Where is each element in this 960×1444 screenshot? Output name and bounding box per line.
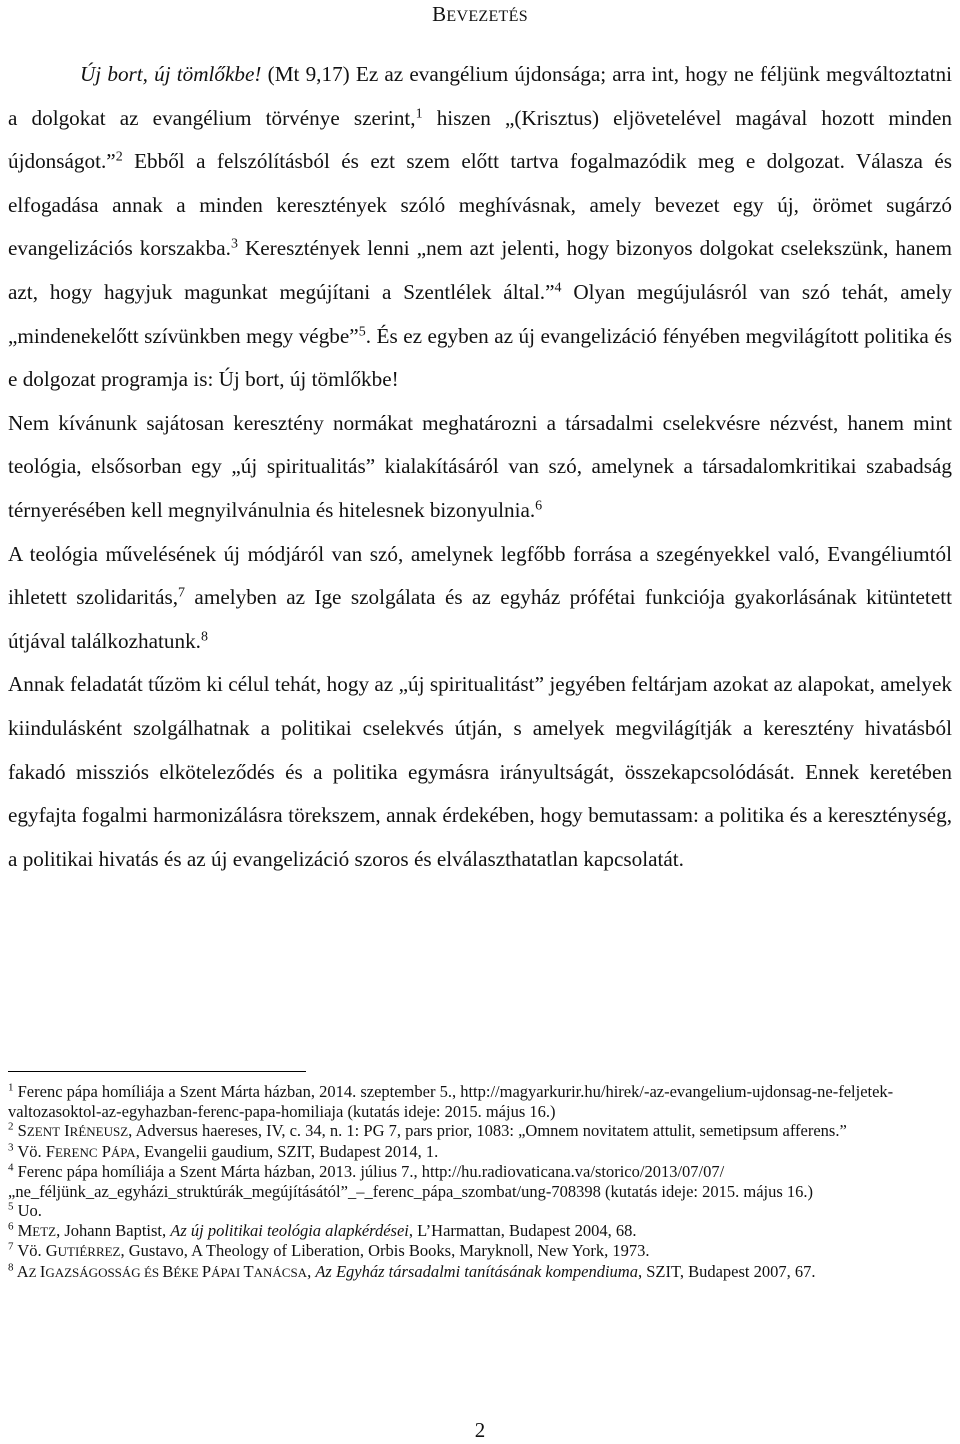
title-rest: EVEZETÉS xyxy=(446,8,528,25)
footnote-1 xyxy=(8,1082,952,1121)
footnote-ref-5[interactable]: 5 xyxy=(358,323,366,339)
footnote-ref-7[interactable]: 7 xyxy=(178,585,186,601)
footnote-ref-2[interactable]: 2 xyxy=(115,149,123,165)
footnote-7 xyxy=(8,1241,952,1262)
footnote-number: 8 xyxy=(8,1260,14,1273)
footnote-ref-3[interactable]: 3 xyxy=(230,236,238,252)
author-initial: S xyxy=(17,1121,27,1140)
footnote-ref-1[interactable]: 1 xyxy=(415,105,423,121)
footnote-text: , L’Harmattan, Budapest 2004, 68. xyxy=(408,1220,637,1240)
footnote-text: Ferenc pápa homíliája a Szent Márta házban, 2014. szeptember 5., http://magyarkurir.hu/hirek/-az-evangelium-ujdonsag-ne-feljetek-valtozasoktol-az-egyhazban-ferenc-papa-homiliaja (kutatás ideje: 2015. május 16.) xyxy=(8,1082,894,1121)
author-smallcaps: ETZ xyxy=(32,1223,57,1239)
p3-text-a: A teológia művelésének új módjáról van szó, amelynek legfőbb forrása a szegényekkel való, Evangéliumtól ihletett szolidaritás, xyxy=(8,541,952,610)
motto-italic: Új bort, új tömlőkbe! xyxy=(80,62,262,86)
footnote-2 xyxy=(8,1121,952,1142)
footnote-separator xyxy=(8,1071,306,1072)
p1-text-d: Keresztények lenni „nem azt jelenti, hogy bizonyos dolgokat cselekszünk, hanem azt, hogy hagyjuk magunkat megújítani a Szentlélek által.” xyxy=(8,236,952,304)
author-smallcaps: ANÁCSA xyxy=(253,1264,308,1280)
footnote-number: 3 xyxy=(8,1140,14,1153)
footnote-8 xyxy=(8,1262,952,1283)
author-initial: I xyxy=(39,1261,46,1281)
paragraph-2 xyxy=(8,402,952,533)
book-title: Az új politikai teológia alapkérdései xyxy=(170,1220,409,1240)
author-initial: A xyxy=(13,1261,29,1281)
p3-text-b: amelyben az Ige szolgálata és az egyház prófétai funkciója gyakorlásának kitüntetett útjával találkozhatunk. xyxy=(8,585,952,653)
footnote-text: , Gustavo, A Theology of Liberation, Orbis Books, Maryknoll, New York, 1973. xyxy=(120,1241,650,1260)
paragraph-1 xyxy=(8,53,952,402)
paragraph-4: Annak feladatát tűzöm ki célul tehát, hogy az „új spiritualitást” jegyében feltárjam azokat az alapokat, amelyek kiindulásként szolgálhatnak a politikai cselekvés útján, s amelyek megvilágítják a keresztény hivatásból fakadó missziós elköteleződés és a politika egymásra irányultságát, összekapcsolódását. Ennek keretében egyfajta fogalmi harmonizálásra törekszem, annak érdekében, hogy bemutassam: a politika és a kereszténység, a politikai hivatás és az új evangelizáció szoros és elválaszthatatlan kapcsolatát. xyxy=(8,672,952,871)
footnote-4 xyxy=(8,1162,952,1201)
footnote-5 xyxy=(8,1201,952,1221)
footnote-text: Vö. xyxy=(13,1141,46,1161)
footnote-number: 4 xyxy=(8,1161,14,1174)
footnote-text: , xyxy=(307,1261,316,1281)
footnote-number: 1 xyxy=(8,1081,14,1094)
p1-text-c: Ebből a felszólításból és ezt szem előtt tartva fogalmazódik meg e dolgozat. Válasza és elfogadása annak a minden keresztények szóló meghívásnak, amely bevezet egy új, örömet sugárzó evangelizációs korszakba. xyxy=(8,149,952,261)
body-text xyxy=(8,53,952,881)
author-initial: M xyxy=(13,1220,33,1240)
footnote-number: 7 xyxy=(8,1240,14,1253)
author-initial: B xyxy=(162,1261,174,1281)
paragraph-3 xyxy=(8,533,952,664)
author-initial: F xyxy=(45,1141,55,1161)
footnote-text: , Evangelii gaudium, SZIT, Budapest 2014, 1. xyxy=(135,1141,439,1161)
p1-text-b: hiszen „(Krisztus) eljövetelével magával hozott minden újdonságot.” xyxy=(8,105,952,174)
author-initial: T xyxy=(243,1261,254,1281)
author-smallcaps: ÉKE xyxy=(173,1264,202,1280)
p1-text-e: Olyan megújulásról van szó tehát, amely „mindenekelőtt szívünkben megy végbe” xyxy=(8,279,952,348)
author-smallcaps: ÁPAI xyxy=(211,1264,244,1280)
footnote-number: 5 xyxy=(8,1200,14,1213)
footnote-ref-4[interactable]: 4 xyxy=(554,280,562,296)
author-initial: G xyxy=(45,1241,58,1260)
author-smallcaps: ÁPA xyxy=(110,1144,136,1160)
author-smallcaps: ZENT xyxy=(26,1124,61,1139)
author-smallcaps: GAZSÁGOSSÁG ÉS xyxy=(45,1264,163,1280)
title-initial: B xyxy=(432,2,447,26)
footnote-text: , Johann Baptist, xyxy=(56,1220,171,1240)
footnotes xyxy=(8,1082,952,1282)
footnote-text: Vö. xyxy=(13,1241,46,1260)
footnote-3 xyxy=(8,1142,952,1163)
book-title: Az Egyház társadalmi tanításának kompendiuma xyxy=(315,1261,638,1281)
footnote-6 xyxy=(8,1221,952,1242)
author-smallcaps: ERENC xyxy=(54,1144,98,1160)
author-smallcaps: Z xyxy=(28,1264,40,1280)
footnote-ref-6[interactable]: 6 xyxy=(535,498,543,514)
footnote-ref-8[interactable]: 8 xyxy=(200,629,208,645)
p2-text: Nem kívánunk sajátosan keresztény normákat meghatározni a társadalmi cselekvésre nézvést, hanem mint teológia, elsősorban egy „új spiritualitás” kialakításáról van szó, amelynek a társadalomkritikai szabadság térnyerésében kell megnyilvánulnia és hitelesnek bizonyulnia. xyxy=(8,410,952,522)
footnote-text: , Adversus haereses, IV, c. 34, n. 1: PG 7, pars prior, 1083: „Omnem novitatem attulit, semetipsum afferens.” xyxy=(128,1121,847,1140)
author-initial: P xyxy=(201,1261,212,1281)
author-smallcaps: RÉNEUSZ xyxy=(69,1124,129,1139)
footnote-text: , SZIT, Budapest 2007, 67. xyxy=(637,1261,816,1281)
page-title xyxy=(0,2,960,27)
author-initial: P xyxy=(97,1141,111,1161)
footnote-text: Ferenc pápa homíliája a Szent Márta házban, 2013. július 7., http://hu.radiovaticana.va/storico/2013/07/07/ „ne_féljünk_az_egyházi_struktúrák_megújításától”_–_ferenc_pápa_szombat/ung-708398 (kutatás ideje: 2015. május 16.) xyxy=(8,1162,814,1201)
author-smallcaps: UTIÉRREZ xyxy=(57,1244,121,1259)
p1-text-a: (Mt 9,17) Ez az evangélium újdonsága; arra int, hogy ne féljünk megváltoztatni a dolgokat az evangélium törvénye szerint, xyxy=(8,62,952,130)
page-number: 2 xyxy=(474,1418,486,1442)
footnote-number: 6 xyxy=(8,1219,14,1232)
footnote-text: Uo. xyxy=(13,1201,42,1220)
author-initial: I xyxy=(64,1121,70,1140)
footnote-number: 2 xyxy=(8,1120,14,1133)
p1-text-f: . És ez egyben az új evangelizáció fényében megvilágított politika és e dolgozat programja is: Új bort, új tömlőkbe! xyxy=(8,323,952,392)
